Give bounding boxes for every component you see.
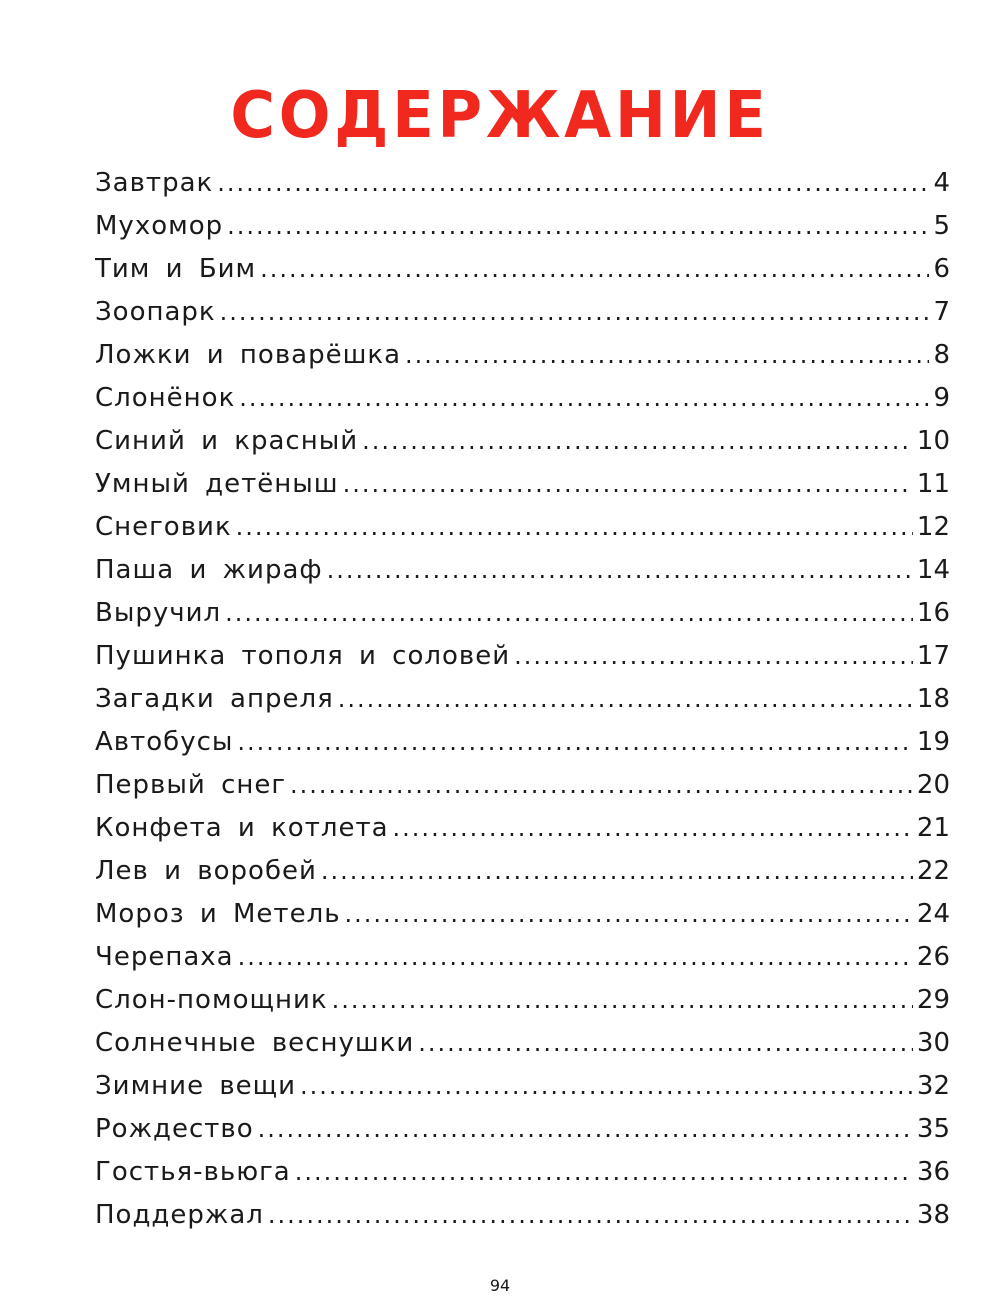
dot-leader [345, 893, 913, 936]
table-of-contents [95, 162, 950, 1237]
toc-entry-page: 29 [916, 985, 950, 1015]
dot-leader [393, 807, 913, 850]
toc-entry-title: Автобусы [95, 727, 234, 757]
toc-entry[interactable] [95, 893, 950, 936]
dot-leader [418, 1022, 913, 1065]
toc-entry-title: Слон-помощник [95, 985, 328, 1015]
toc-entry[interactable] [95, 291, 950, 334]
toc-entry-title: Умный детёныш [95, 469, 339, 499]
toc-entry-page: 19 [916, 727, 950, 757]
toc-entry-page: 16 [916, 598, 950, 628]
toc-entry-title: Черепаха [95, 942, 234, 972]
dot-leader [227, 205, 929, 248]
toc-entry[interactable] [95, 334, 950, 377]
toc-entry-title: Солнечные веснушки [95, 1028, 415, 1058]
toc-entry-title: Пушинка тополя и соловей [95, 641, 511, 671]
toc-entry-page: 38 [916, 1200, 950, 1230]
toc-entry-title: Паша и жираф [95, 555, 323, 585]
page-title: СОДЕРЖАНИЕ [230, 79, 770, 153]
toc-entry[interactable] [95, 979, 950, 1022]
toc-entry-page: 36 [916, 1157, 950, 1187]
dot-leader [343, 463, 913, 506]
toc-entry-title: Мухомор [95, 211, 224, 241]
toc-entry[interactable] [95, 162, 950, 205]
toc-entry[interactable] [95, 721, 950, 764]
toc-entry-page: 18 [916, 684, 950, 714]
dot-leader [295, 1151, 913, 1194]
toc-entry-title: Снеговик [95, 512, 232, 542]
toc-entry-page: 30 [916, 1028, 950, 1058]
dot-leader [225, 592, 913, 635]
dot-leader [327, 549, 913, 592]
toc-entry[interactable] [95, 678, 950, 721]
toc-entry[interactable] [95, 506, 950, 549]
toc-entry-page: 6 [933, 254, 950, 284]
toc-entry-title: Поддержал [95, 1200, 264, 1230]
toc-entry-page: 4 [933, 168, 950, 198]
toc-entry-page: 7 [933, 297, 950, 327]
toc-entry[interactable] [95, 1022, 950, 1065]
toc-entry-page: 9 [933, 383, 950, 413]
dot-leader [238, 936, 913, 979]
toc-entry[interactable] [95, 420, 950, 463]
toc-entry-title: Выручил [95, 598, 222, 628]
dot-leader [220, 291, 930, 334]
toc-entry-page: 26 [916, 942, 950, 972]
toc-entry-title: Ложки и поварёшка [95, 340, 401, 370]
dot-leader [239, 377, 929, 420]
toc-entry-title: Мороз и Метель [95, 899, 341, 929]
toc-entry-title: Слонёнок [95, 383, 236, 413]
toc-entry-title: Тим и Бим [95, 254, 257, 284]
dot-leader [260, 248, 929, 291]
toc-entry-title: Завтрак [95, 168, 214, 198]
dot-leader [217, 162, 929, 205]
toc-entry-page: 14 [916, 555, 950, 585]
toc-entry[interactable] [95, 936, 950, 979]
toc-entry[interactable] [95, 377, 950, 420]
toc-entry-title: Зоопарк [95, 297, 216, 327]
toc-entry-page: 20 [916, 770, 950, 800]
dot-leader [405, 334, 929, 377]
dot-leader [321, 850, 913, 893]
toc-entry[interactable] [95, 1151, 950, 1194]
toc-entry-page: 32 [916, 1071, 950, 1101]
dot-leader [332, 979, 913, 1022]
toc-entry[interactable] [95, 248, 950, 291]
toc-entry-title: Первый снег [95, 770, 287, 800]
toc-entry-title: Конфета и котлета [95, 813, 389, 843]
toc-entry[interactable] [95, 1065, 950, 1108]
toc-entry-page: 11 [916, 469, 950, 499]
toc-entry-page: 24 [916, 899, 950, 929]
toc-entry-title: Загадки апреля [95, 684, 334, 714]
toc-entry[interactable] [95, 592, 950, 635]
dot-leader [236, 506, 913, 549]
toc-entry-title: Зимние вещи [95, 1071, 297, 1101]
dot-leader [362, 420, 913, 463]
toc-entry-title: Рождество [95, 1114, 254, 1144]
page-number: 94 [489, 1276, 511, 1295]
dot-leader [514, 635, 913, 678]
dot-leader [338, 678, 913, 721]
toc-entry-page: 35 [916, 1114, 950, 1144]
toc-entry-page: 8 [933, 340, 950, 370]
toc-entry-page: 12 [916, 512, 950, 542]
toc-entry[interactable] [95, 1194, 950, 1237]
dot-leader [290, 764, 913, 807]
toc-entry[interactable] [95, 635, 950, 678]
dot-leader [268, 1194, 913, 1237]
toc-entry[interactable] [95, 463, 950, 506]
toc-entry-page: 5 [933, 211, 950, 241]
toc-entry[interactable] [95, 807, 950, 850]
toc-entry-title: Гостья-вьюга [95, 1157, 291, 1187]
dot-leader [237, 721, 913, 764]
toc-entry-page: 17 [916, 641, 950, 671]
toc-entry-title: Лев и воробей [95, 856, 317, 886]
dot-leader [258, 1108, 913, 1151]
toc-entry[interactable] [95, 764, 950, 807]
toc-entry-page: 22 [916, 856, 950, 886]
toc-entry[interactable] [95, 205, 950, 248]
toc-entry-page: 21 [916, 813, 950, 843]
toc-entry[interactable] [95, 850, 950, 893]
toc-entry-title: Синий и красный [95, 426, 359, 456]
toc-entry-page: 10 [916, 426, 950, 456]
toc-entry[interactable] [95, 1108, 950, 1151]
dot-leader [300, 1065, 913, 1108]
toc-entry[interactable] [95, 549, 950, 592]
